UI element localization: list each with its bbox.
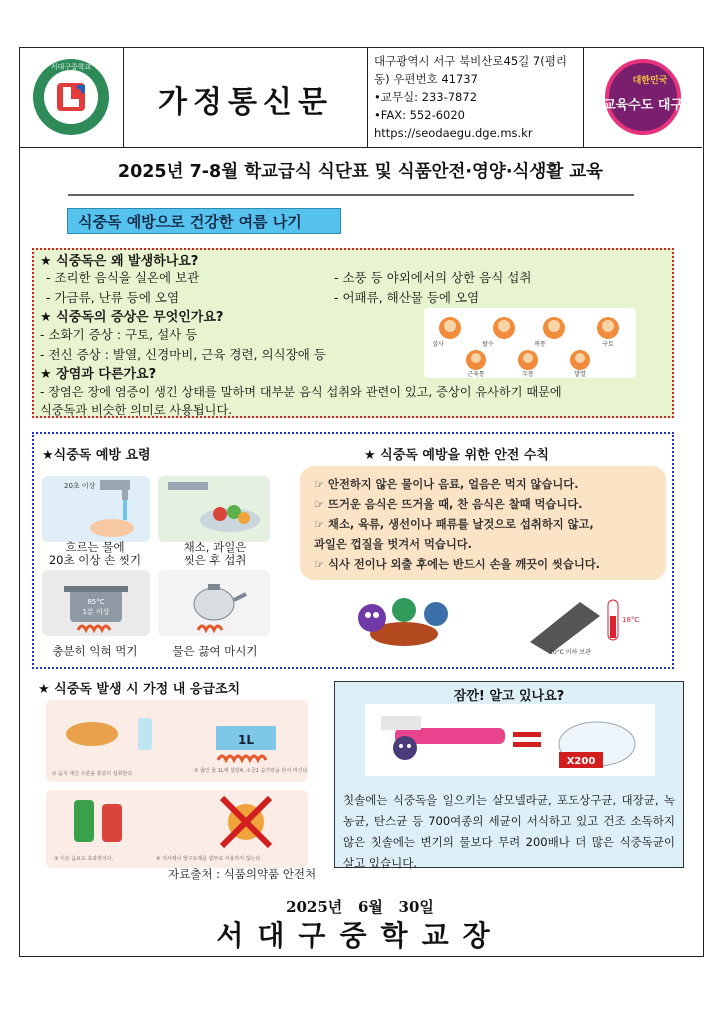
- address-line: 대구광역시 서구 북비산로45길 7(평리: [374, 54, 567, 68]
- cooking-pot-illustration: [42, 570, 150, 636]
- cause-item: - 가금류, 난류 등에 오염: [46, 290, 180, 305]
- main-title: 2025년 7-8월 학교급식 식단표 및 식품안전·영양·식생활 교육: [117, 162, 604, 182]
- title-cell: [124, 47, 368, 147]
- safety-rule: ☞ 식사 전이나 외출 후에는 반드시 손을 깨끗이 씻습니다.: [314, 558, 600, 571]
- symptom-label: 구토: [602, 341, 614, 348]
- enteritis-text: - 장염은 장에 염증이 생긴 상태를 말하며 대부분 음식 섭취와 관련이 있고, 증상이 유사하기 때문에: [40, 385, 562, 399]
- symptom-label: 근육통: [467, 371, 485, 378]
- cause-item: - 어패류, 해산물 등에 오염: [334, 290, 480, 305]
- tip-caption-vegetables: [160, 541, 270, 567]
- address-line: 동) 우편번호 41737: [374, 72, 478, 86]
- safety-rules-heading: ★ 식중독 예방을 위한 안전 수칙: [364, 448, 549, 463]
- symptom-label: 두통: [522, 371, 534, 378]
- caption-text: 흐르는 물에 20초 이상 손 씻기: [48, 540, 142, 567]
- step-text: ④ 지사제나 항구토제를 함부로 사용하지 않는다.: [156, 856, 262, 862]
- daegu-emblem-icon: [584, 47, 702, 147]
- school-logo-cell: [19, 47, 124, 147]
- step-text: ① 음식 대신 수분을 충분히 섭취한다.: [52, 771, 134, 777]
- caption-text: 채소, 과일은 씻은 후 섭취: [183, 540, 247, 567]
- tip-caption-handwash: [40, 541, 150, 567]
- pic-label: 1분 이상: [82, 608, 110, 616]
- symptom-item: - 전신 증상 : 발열, 신경마비, 근육 경련, 의식장애 등: [40, 347, 326, 362]
- pic-label: 20초 이상: [64, 482, 96, 490]
- address-cell: [368, 47, 584, 147]
- issue-date: 2025년 6월 30일: [286, 898, 434, 916]
- vegetable-washing-illustration: [158, 476, 270, 542]
- hand-washing-illustration: [42, 476, 150, 542]
- germs-cooking-illustration: [338, 588, 470, 654]
- principal-signature: 서대구중학교장: [216, 919, 504, 952]
- symptom-label: 설사: [432, 341, 444, 348]
- food-poisoning-info-box: [32, 248, 674, 418]
- newsletter-title: 가정통신문: [158, 85, 333, 120]
- section-banner: 식중독 예방으로 건강한 여름 나기: [67, 208, 341, 234]
- fax-line: •FAX: 552-6020: [374, 108, 465, 122]
- cause-item: - 조리한 음식을 실온에 보관: [46, 270, 200, 285]
- emergency-step-illustration: [46, 790, 308, 868]
- tip-caption-boil: 물은 끓여 마시기: [172, 644, 258, 658]
- boiling-kettle-illustration: [158, 570, 270, 636]
- safety-rules-box: [300, 466, 666, 580]
- toothbrush-illustration: [365, 704, 655, 776]
- safety-rule: 과일은 껍질을 벗겨서 먹습니다.: [314, 538, 472, 551]
- step-text: ② 끓인 물 1L에 설탕4, 소금1 숟가락을 타서 마신다.: [194, 768, 308, 774]
- question-why: ★ 식중독은 왜 발생하나요?: [40, 254, 199, 269]
- pic-label: 85°C: [87, 598, 105, 606]
- header-table: [19, 47, 702, 148]
- title-underline: [68, 194, 634, 196]
- website-link[interactable]: https://seodaegu.dge.ms.kr: [374, 126, 533, 140]
- school-logo-icon: [19, 47, 123, 147]
- source-credit: 자료출처 : 식품의약품 안전처: [168, 867, 317, 881]
- question-enteritis: ★ 장염과 다른가요?: [40, 367, 157, 382]
- emblem-text: 교육수도 대구: [603, 98, 683, 113]
- multiplier-label: X200: [566, 756, 596, 767]
- safety-rule: ☞ 뜨거운 음식은 뜨거울 때, 찬 음식은 찰때 먹습니다.: [314, 498, 583, 511]
- emblem-cell: [584, 47, 702, 147]
- logo-top-text: 서대구중학교: [50, 63, 92, 71]
- safety-rule: ☞ 채소, 육류, 생선이나 패류를 날것으로 섭취하지 않고,: [314, 518, 594, 531]
- symptom-label: 발열: [574, 371, 586, 378]
- did-you-know-title: 잠깐! 알고 있나요?: [453, 689, 565, 704]
- did-you-know-text: 칫솔에는 식중독을 일으키는 살모넬라균, 포도상구균, 대장균, 녹농균, 탄스균 등 700여종의 세균이 서식하고 있고 건조 소독하지 않은 칫솔에는 변기의 물보다 무려 200배나 더 많은 식중독균이 살고 있습니다.: [343, 793, 675, 870]
- question-symptoms: ★ 식중독의 증상은 무엇인가요?: [40, 310, 224, 325]
- prevention-tips-heading: ★식중독 예방 요령: [42, 448, 151, 463]
- emergency-heading: ★ 식중독 발생 시 가정 내 응급조치: [38, 682, 241, 697]
- address-block: [374, 52, 580, 142]
- temp-label: 18°C: [622, 616, 640, 624]
- did-you-know-box: [334, 681, 684, 868]
- symptoms-illustration: [424, 308, 636, 378]
- emblem-small-text: 대한민국: [632, 76, 668, 86]
- refrigerator-temperature-illustration: [510, 592, 640, 658]
- pot-label: 1L: [238, 733, 254, 747]
- emergency-step-illustration: [46, 700, 308, 782]
- temp-label: 10°C 이하 보관: [549, 649, 591, 656]
- cause-item: - 소풍 등 야외에서의 상한 음식 섭취: [334, 270, 532, 285]
- symptom-item: - 소화기 증상 : 구토, 설사 등: [40, 327, 198, 342]
- step-text: ③ 이온 음료도 효과적이다.: [54, 856, 114, 862]
- symptom-label: 복통: [534, 341, 546, 348]
- safety-rule: ☞ 안전하지 않은 물이나 음료, 얼음은 먹지 않습니다.: [314, 478, 579, 491]
- enteritis-text: 식중독과 비슷한 의미로 사용됩니다.: [40, 403, 233, 417]
- tip-caption-cook: 충분히 익혀 먹기: [52, 644, 138, 658]
- phone-line: •교무실: 233-7872: [374, 90, 478, 104]
- symptom-label: 탈수: [482, 341, 494, 348]
